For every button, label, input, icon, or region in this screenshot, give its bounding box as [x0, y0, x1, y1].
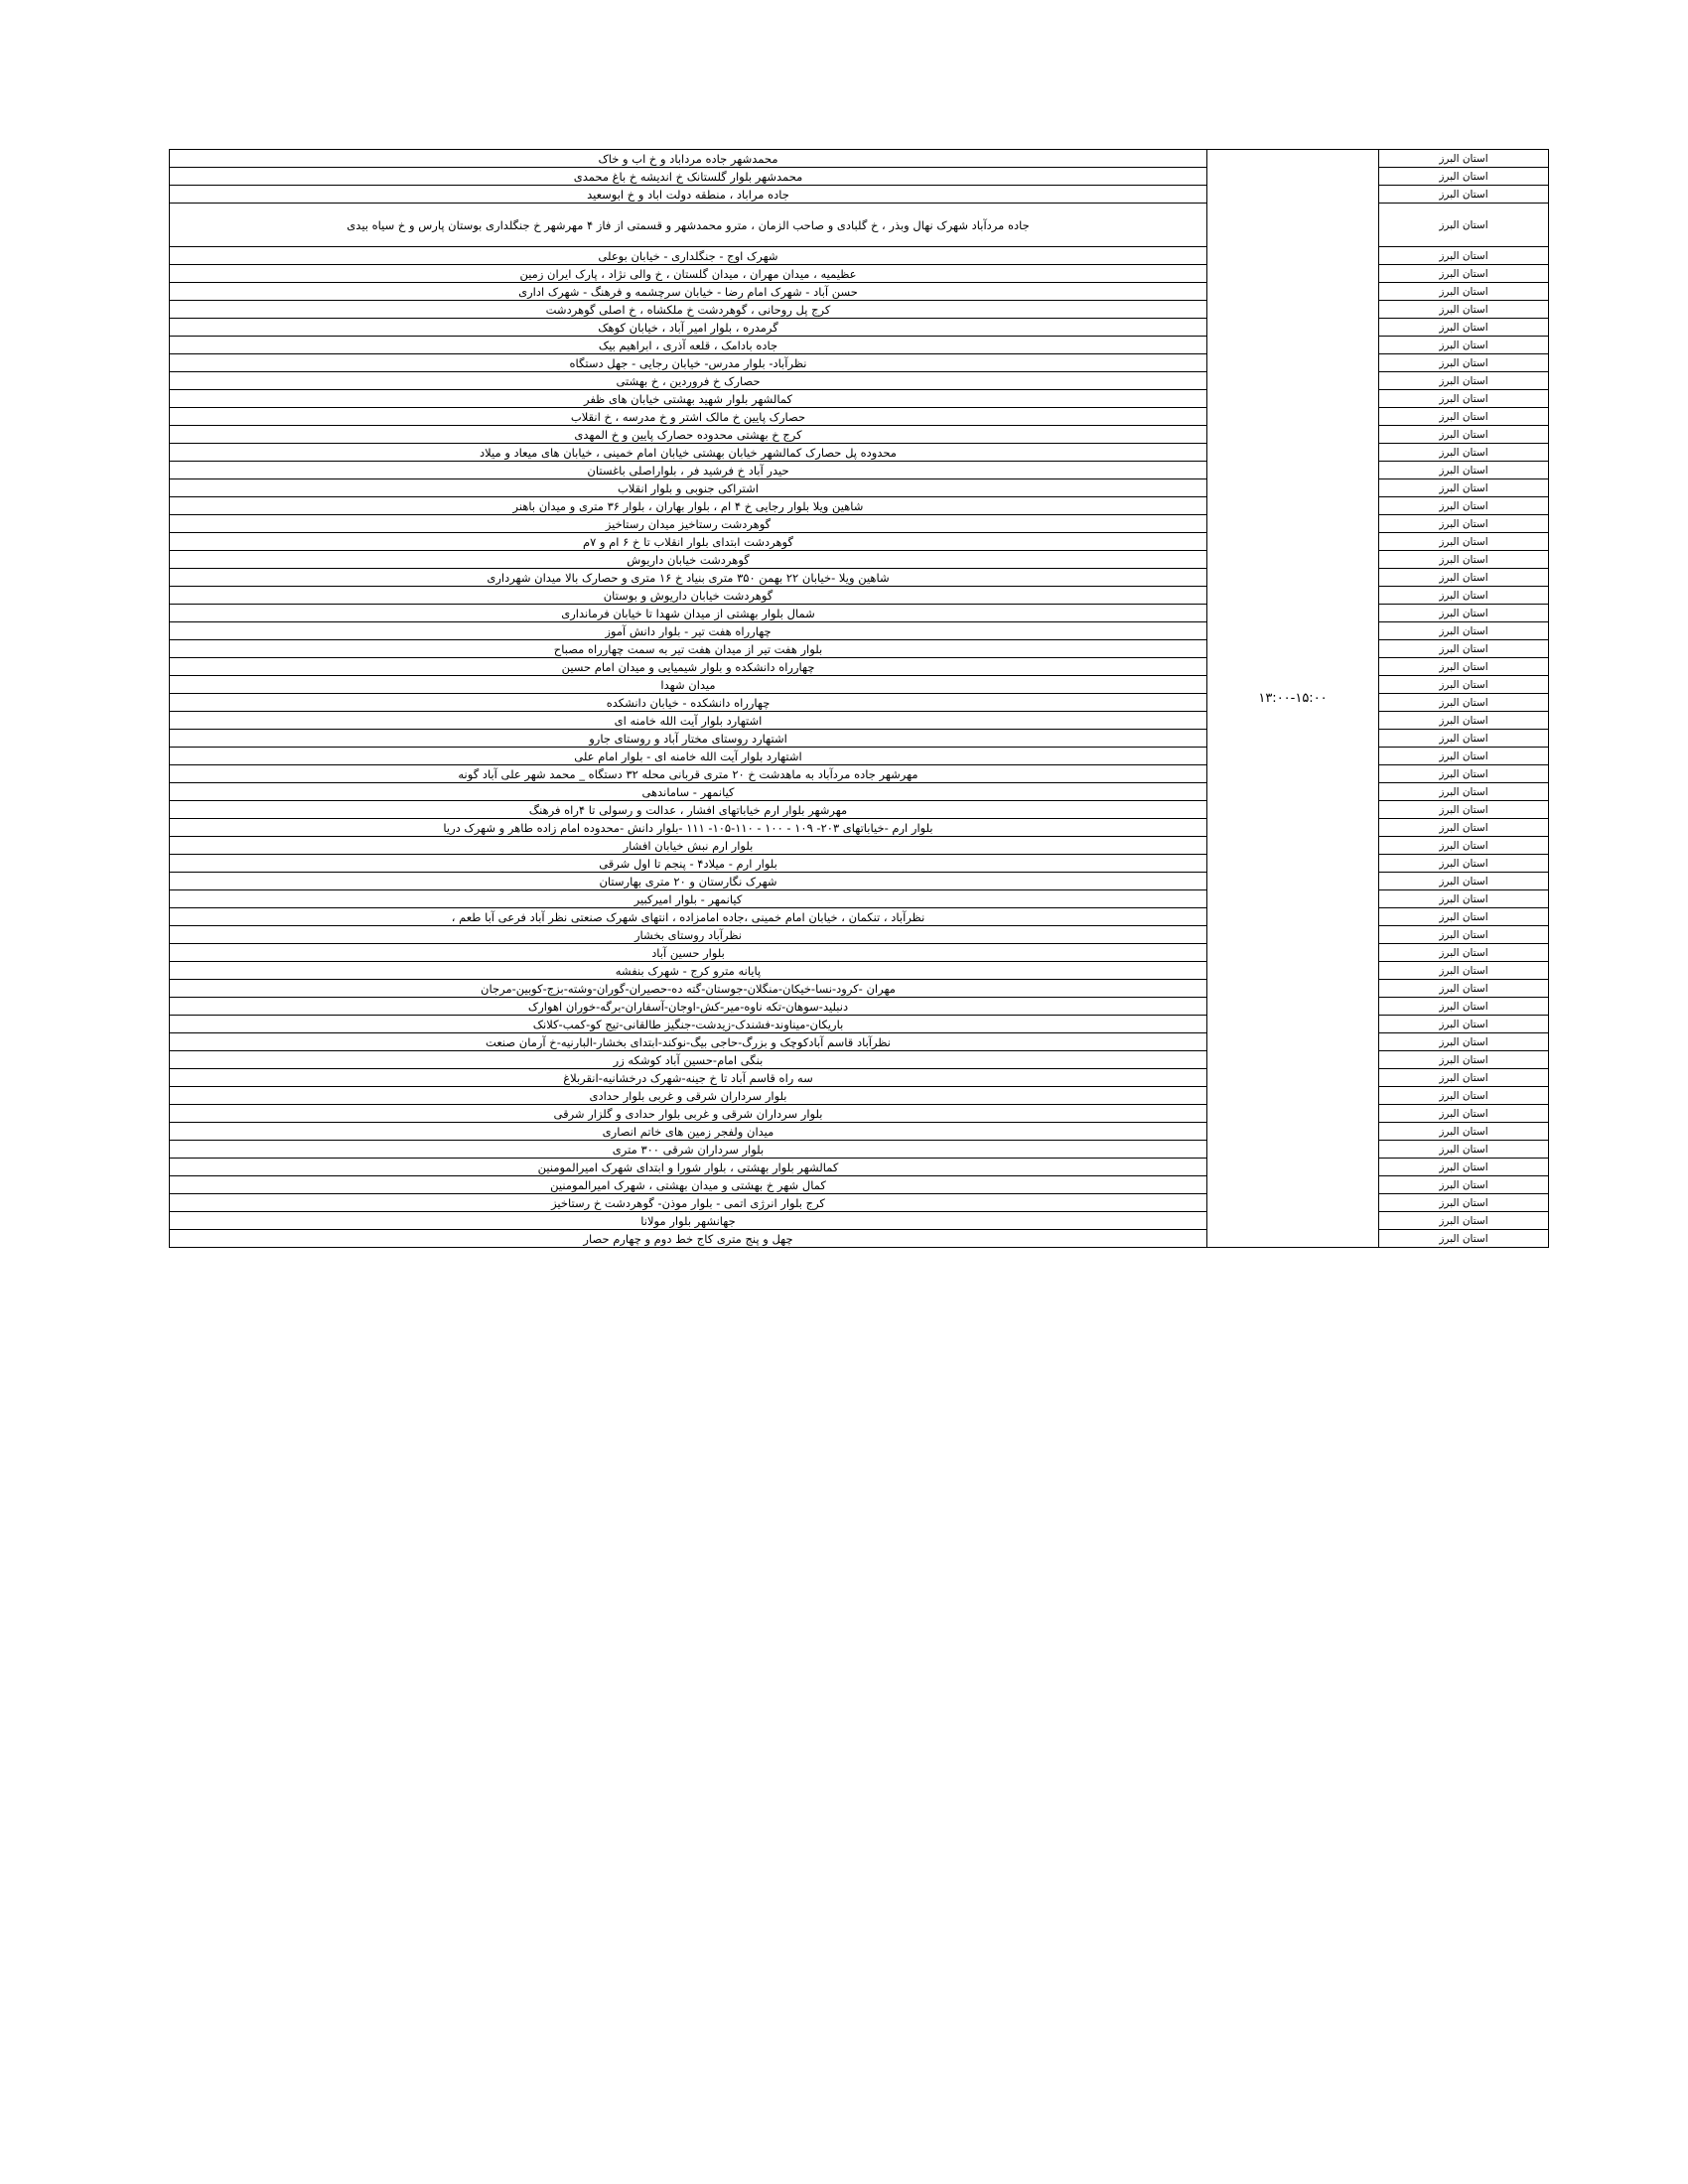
- area-cell: بلوار ارم نبش خیابان افشار: [170, 837, 1207, 855]
- province-cell: استان البرز: [1379, 1212, 1549, 1230]
- province-cell: استان البرز: [1379, 1051, 1549, 1069]
- province-cell: استان البرز: [1379, 730, 1549, 748]
- area-cell: کمالشهر بلوار بهشتی ، بلوار شورا و ابتدای شهرک امیرالمومنین: [170, 1159, 1207, 1176]
- area-cell: بلوار هفت تیر از میدان هفت تیر به سمت چهارراه مصباح: [170, 640, 1207, 658]
- province-cell: استان البرز: [1379, 1194, 1549, 1212]
- province-cell: استان البرز: [1379, 283, 1549, 301]
- province-cell: استان البرز: [1379, 497, 1549, 515]
- area-cell: گوهردشت خیابان داریوش و بوستان: [170, 587, 1207, 605]
- area-cell: بلوار ارم - میلاد۴ - پنجم تا اول شرقی: [170, 855, 1207, 873]
- area-cell: بلوار سرداران شرقی و غربی بلوار حدادی و گلزار شرقی: [170, 1105, 1207, 1123]
- area-cell: شهرک نگارستان و ۲۰ متری بهارستان: [170, 873, 1207, 890]
- area-cell: میدان شهدا: [170, 676, 1207, 694]
- outage-table: [169, 149, 1549, 1248]
- province-cell: استان البرز: [1379, 873, 1549, 890]
- area-cell: چهارراه دانشکده و بلوار شیمیایی و میدان امام حسین: [170, 658, 1207, 676]
- province-cell: استان البرز: [1379, 444, 1549, 462]
- area-cell: بلوار ارم -خیاباتهای ۲۰۳- ۱۰۹ - ۱۰۰ - ۱۱۰-۱۰۵- ۱۱۱ -بلوار دانش -محدوده امام زاده طاهر و شهرک دریا: [170, 819, 1207, 837]
- province-cell: استان البرز: [1379, 890, 1549, 908]
- area-cell: چهارراه هفت تیر - بلوار دانش آموز: [170, 622, 1207, 640]
- area-cell: شهرک اوج - جنگلداری - خیابان بوعلی: [170, 247, 1207, 265]
- province-cell: استان البرز: [1379, 765, 1549, 783]
- time-slot-cell: ۱۳:۰۰-۱۵:۰۰: [1207, 150, 1379, 1248]
- area-cell: میدان ولفجر زمین های خاتم انصاری: [170, 1123, 1207, 1141]
- province-cell: استان البرز: [1379, 694, 1549, 712]
- area-cell: چهل و پنج متری کاج خط دوم و چهارم حصار: [170, 1230, 1207, 1248]
- province-cell: استان البرز: [1379, 462, 1549, 479]
- area-cell: جاده بادامک ، قلعه آذری ، ابراهیم بیک: [170, 337, 1207, 354]
- area-cell: چهارراه دانشکده - خیابان دانشکده: [170, 694, 1207, 712]
- area-cell: کرج پل روحانی ، گوهردشت خ ملکشاه ، خ اصلی گوهردشت: [170, 301, 1207, 319]
- area-cell: محمدشهر جاده مرداباد و خ اب و خاک: [170, 150, 1207, 168]
- table-row: [170, 150, 1549, 168]
- outage-schedule-sheet: [169, 149, 1549, 1248]
- area-cell: بلوار سرداران شرقی و غربی بلوار حدادی: [170, 1087, 1207, 1105]
- province-cell: استان البرز: [1379, 1141, 1549, 1159]
- province-cell: استان البرز: [1379, 150, 1549, 168]
- province-cell: استان البرز: [1379, 980, 1549, 998]
- province-cell: استان البرز: [1379, 944, 1549, 962]
- province-cell: استان البرز: [1379, 247, 1549, 265]
- area-cell: شاهین ویلا -خیابان ۲۲ بهمن ۳۵۰ متری بنیاد خ ۱۶ متری و حصارک بالا میدان شهرداری: [170, 569, 1207, 587]
- province-cell: استان البرز: [1379, 801, 1549, 819]
- province-cell: استان البرز: [1379, 748, 1549, 765]
- area-cell: جهانشهر بلوار مولانا: [170, 1212, 1207, 1230]
- province-cell: استان البرز: [1379, 569, 1549, 587]
- area-cell: اشتهارد بلوار آیت الله خامنه ای - بلوار امام علی: [170, 748, 1207, 765]
- area-cell: محمدشهر بلوار گلستانک خ اندیشه خ باغ محمدی: [170, 168, 1207, 186]
- province-cell: استان البرز: [1379, 783, 1549, 801]
- outage-table-body: [170, 150, 1549, 1248]
- area-cell: جاده مراباد ، منطقه دولت اباد و خ ابوسعید: [170, 186, 1207, 204]
- province-cell: استان البرز: [1379, 1069, 1549, 1087]
- area-cell: اشتهارد روستای مختار آباد و روستای جارو: [170, 730, 1207, 748]
- area-cell: حسن آباد - شهرک امام رضا - خیابان سرچشمه و فرهنگ - شهرک اداری: [170, 283, 1207, 301]
- area-cell: کرج بلوار انرژی اتمی - بلوار موذن- گوهردشت خ رستاخیز: [170, 1194, 1207, 1212]
- province-cell: استان البرز: [1379, 186, 1549, 204]
- area-cell: سه راه قاسم آباد تا خ جینه-شهرک درخشانیه-انقربلاغ: [170, 1069, 1207, 1087]
- area-cell: پایانه مترو کرج - شهرک بنفشه: [170, 962, 1207, 980]
- province-cell: استان البرز: [1379, 605, 1549, 622]
- area-cell: جاده مردآباد شهرک نهال وبذر ، خ گلبادی و صاحب الزمان ، مترو محمدشهر و قسمتی از فاز ۴ مهرشهر خ جنگلداری بوستان پارس و خ سیاه بیدی: [170, 204, 1207, 247]
- province-cell: استان البرز: [1379, 998, 1549, 1016]
- area-cell: حیدر آباد خ فرشید فر ، بلواراصلی باغستان: [170, 462, 1207, 479]
- province-cell: استان البرز: [1379, 962, 1549, 980]
- province-cell: استان البرز: [1379, 1230, 1549, 1248]
- area-cell: گوهردشت ابتدای بلوار انقلاب تا خ ۶ ام و ۷م: [170, 533, 1207, 551]
- province-cell: استان البرز: [1379, 640, 1549, 658]
- area-cell: مهرشهر بلوار ارم خیاباتهای افشار ، عدالت و رسولی تا ۴راه فرهنگ: [170, 801, 1207, 819]
- area-cell: شاهین ویلا بلوار رجایی خ ۴ ام ، بلوار بهاران ، بلوار ۳۶ متری و میدان باهنر: [170, 497, 1207, 515]
- province-cell: استان البرز: [1379, 551, 1549, 569]
- area-cell: حصارک پایین خ مالک اشتر و خ مدرسه ، خ انقلاب: [170, 408, 1207, 426]
- province-cell: استان البرز: [1379, 301, 1549, 319]
- province-cell: استان البرز: [1379, 426, 1549, 444]
- province-cell: استان البرز: [1379, 204, 1549, 247]
- area-cell: نظرآباد روستای بخشار: [170, 926, 1207, 944]
- province-cell: استان البرز: [1379, 712, 1549, 730]
- province-cell: استان البرز: [1379, 676, 1549, 694]
- province-cell: استان البرز: [1379, 265, 1549, 283]
- province-cell: استان البرز: [1379, 1123, 1549, 1141]
- province-cell: استان البرز: [1379, 319, 1549, 337]
- province-cell: استان البرز: [1379, 837, 1549, 855]
- area-cell: بلوار سرداران شرقی ۳۰۰ متری: [170, 1141, 1207, 1159]
- province-cell: استان البرز: [1379, 926, 1549, 944]
- area-cell: دنبلید-سوهان-تکه ناوه-میر-کش-اوجان-آسفاران-برگه-خوران اهوارک: [170, 998, 1207, 1016]
- area-cell: اشتراکی جنوبی و بلوار انقلاب: [170, 479, 1207, 497]
- province-cell: استان البرز: [1379, 1159, 1549, 1176]
- province-cell: استان البرز: [1379, 390, 1549, 408]
- province-cell: استان البرز: [1379, 1087, 1549, 1105]
- area-cell: گوهردشت رستاخیز میدان رستاخیز: [170, 515, 1207, 533]
- area-cell: شمال بلوار بهشتی از میدان شهدا تا خیابان فرمانداری: [170, 605, 1207, 622]
- province-cell: استان البرز: [1379, 354, 1549, 372]
- province-cell: استان البرز: [1379, 337, 1549, 354]
- province-cell: استان البرز: [1379, 479, 1549, 497]
- province-cell: استان البرز: [1379, 855, 1549, 873]
- province-cell: استان البرز: [1379, 1176, 1549, 1194]
- area-cell: نظرآباد قاسم آبادکوچک و بزرگ-حاجی بیگ-نوکند-ابتدای بخشار-البارنیه-خ آرمان صنعت: [170, 1033, 1207, 1051]
- area-cell: گوهردشت خیابان داریوش: [170, 551, 1207, 569]
- province-cell: استان البرز: [1379, 1033, 1549, 1051]
- area-cell: اشتهارد بلوار آیت الله خامنه ای: [170, 712, 1207, 730]
- province-cell: استان البرز: [1379, 658, 1549, 676]
- area-cell: حصارک خ فروردین ، خ بهشتی: [170, 372, 1207, 390]
- area-cell: باریکان-میناوند-فشندک-زیدشت-جنگیز طالقانی-تیج کو-کمب-کلانک: [170, 1016, 1207, 1033]
- area-cell: مهرشهر جاده مردآباد به ماهدشت خ ۲۰ متری قربانی محله ۳۲ دستگاه _ محمد شهر علی آباد گونه: [170, 765, 1207, 783]
- province-cell: استان البرز: [1379, 372, 1549, 390]
- province-cell: استان البرز: [1379, 819, 1549, 837]
- province-cell: استان البرز: [1379, 168, 1549, 186]
- area-cell: کمال شهر خ بهشتی و میدان بهشتی ، شهرک امیرالمومنین: [170, 1176, 1207, 1194]
- province-cell: استان البرز: [1379, 533, 1549, 551]
- province-cell: استان البرز: [1379, 515, 1549, 533]
- province-cell: استان البرز: [1379, 1016, 1549, 1033]
- province-cell: استان البرز: [1379, 622, 1549, 640]
- area-cell: نظرآباد ، تنکمان ، خیابان امام خمینی ،جاده امامزاده ، انتهای شهرک صنعتی نظر آباد فرعی آبا طعم ،: [170, 908, 1207, 926]
- province-cell: استان البرز: [1379, 408, 1549, 426]
- province-cell: استان البرز: [1379, 587, 1549, 605]
- area-cell: محدوده پل حصارک کمالشهر خیابان بهشتی خیابان امام خمینی ، خیابان های میعاد و میلاد: [170, 444, 1207, 462]
- area-cell: کمالشهر بلوار شهید بهشتی خیابان های ظفر: [170, 390, 1207, 408]
- area-cell: بنگی امام-حسین آباد کوشکه زر: [170, 1051, 1207, 1069]
- area-cell: گرمدره ، بلوار امیر آباد ، خیابان کوهک: [170, 319, 1207, 337]
- province-cell: استان البرز: [1379, 1105, 1549, 1123]
- area-cell: عظیمیه ، میدان مهران ، میدان گلستان ، خ والی نژاد ، پارک ایران زمین: [170, 265, 1207, 283]
- area-cell: مهران -کرود-نسا-خیکان-منگلان-جوستان-گته ده-حصیران-گوران-وشته-بزج-کوبین-مرجان: [170, 980, 1207, 998]
- area-cell: کیانمهر - بلوار امیرکبیر: [170, 890, 1207, 908]
- area-cell: کرج خ بهشتی محدوده حصارک پایین و خ المهدی: [170, 426, 1207, 444]
- area-cell: بلوار حسین آباد: [170, 944, 1207, 962]
- area-cell: نظرآباد- بلوار مدرس- خیابان رجایی - جهل دستگاه: [170, 354, 1207, 372]
- province-cell: استان البرز: [1379, 908, 1549, 926]
- area-cell: کیانمهر - ساماندهی: [170, 783, 1207, 801]
